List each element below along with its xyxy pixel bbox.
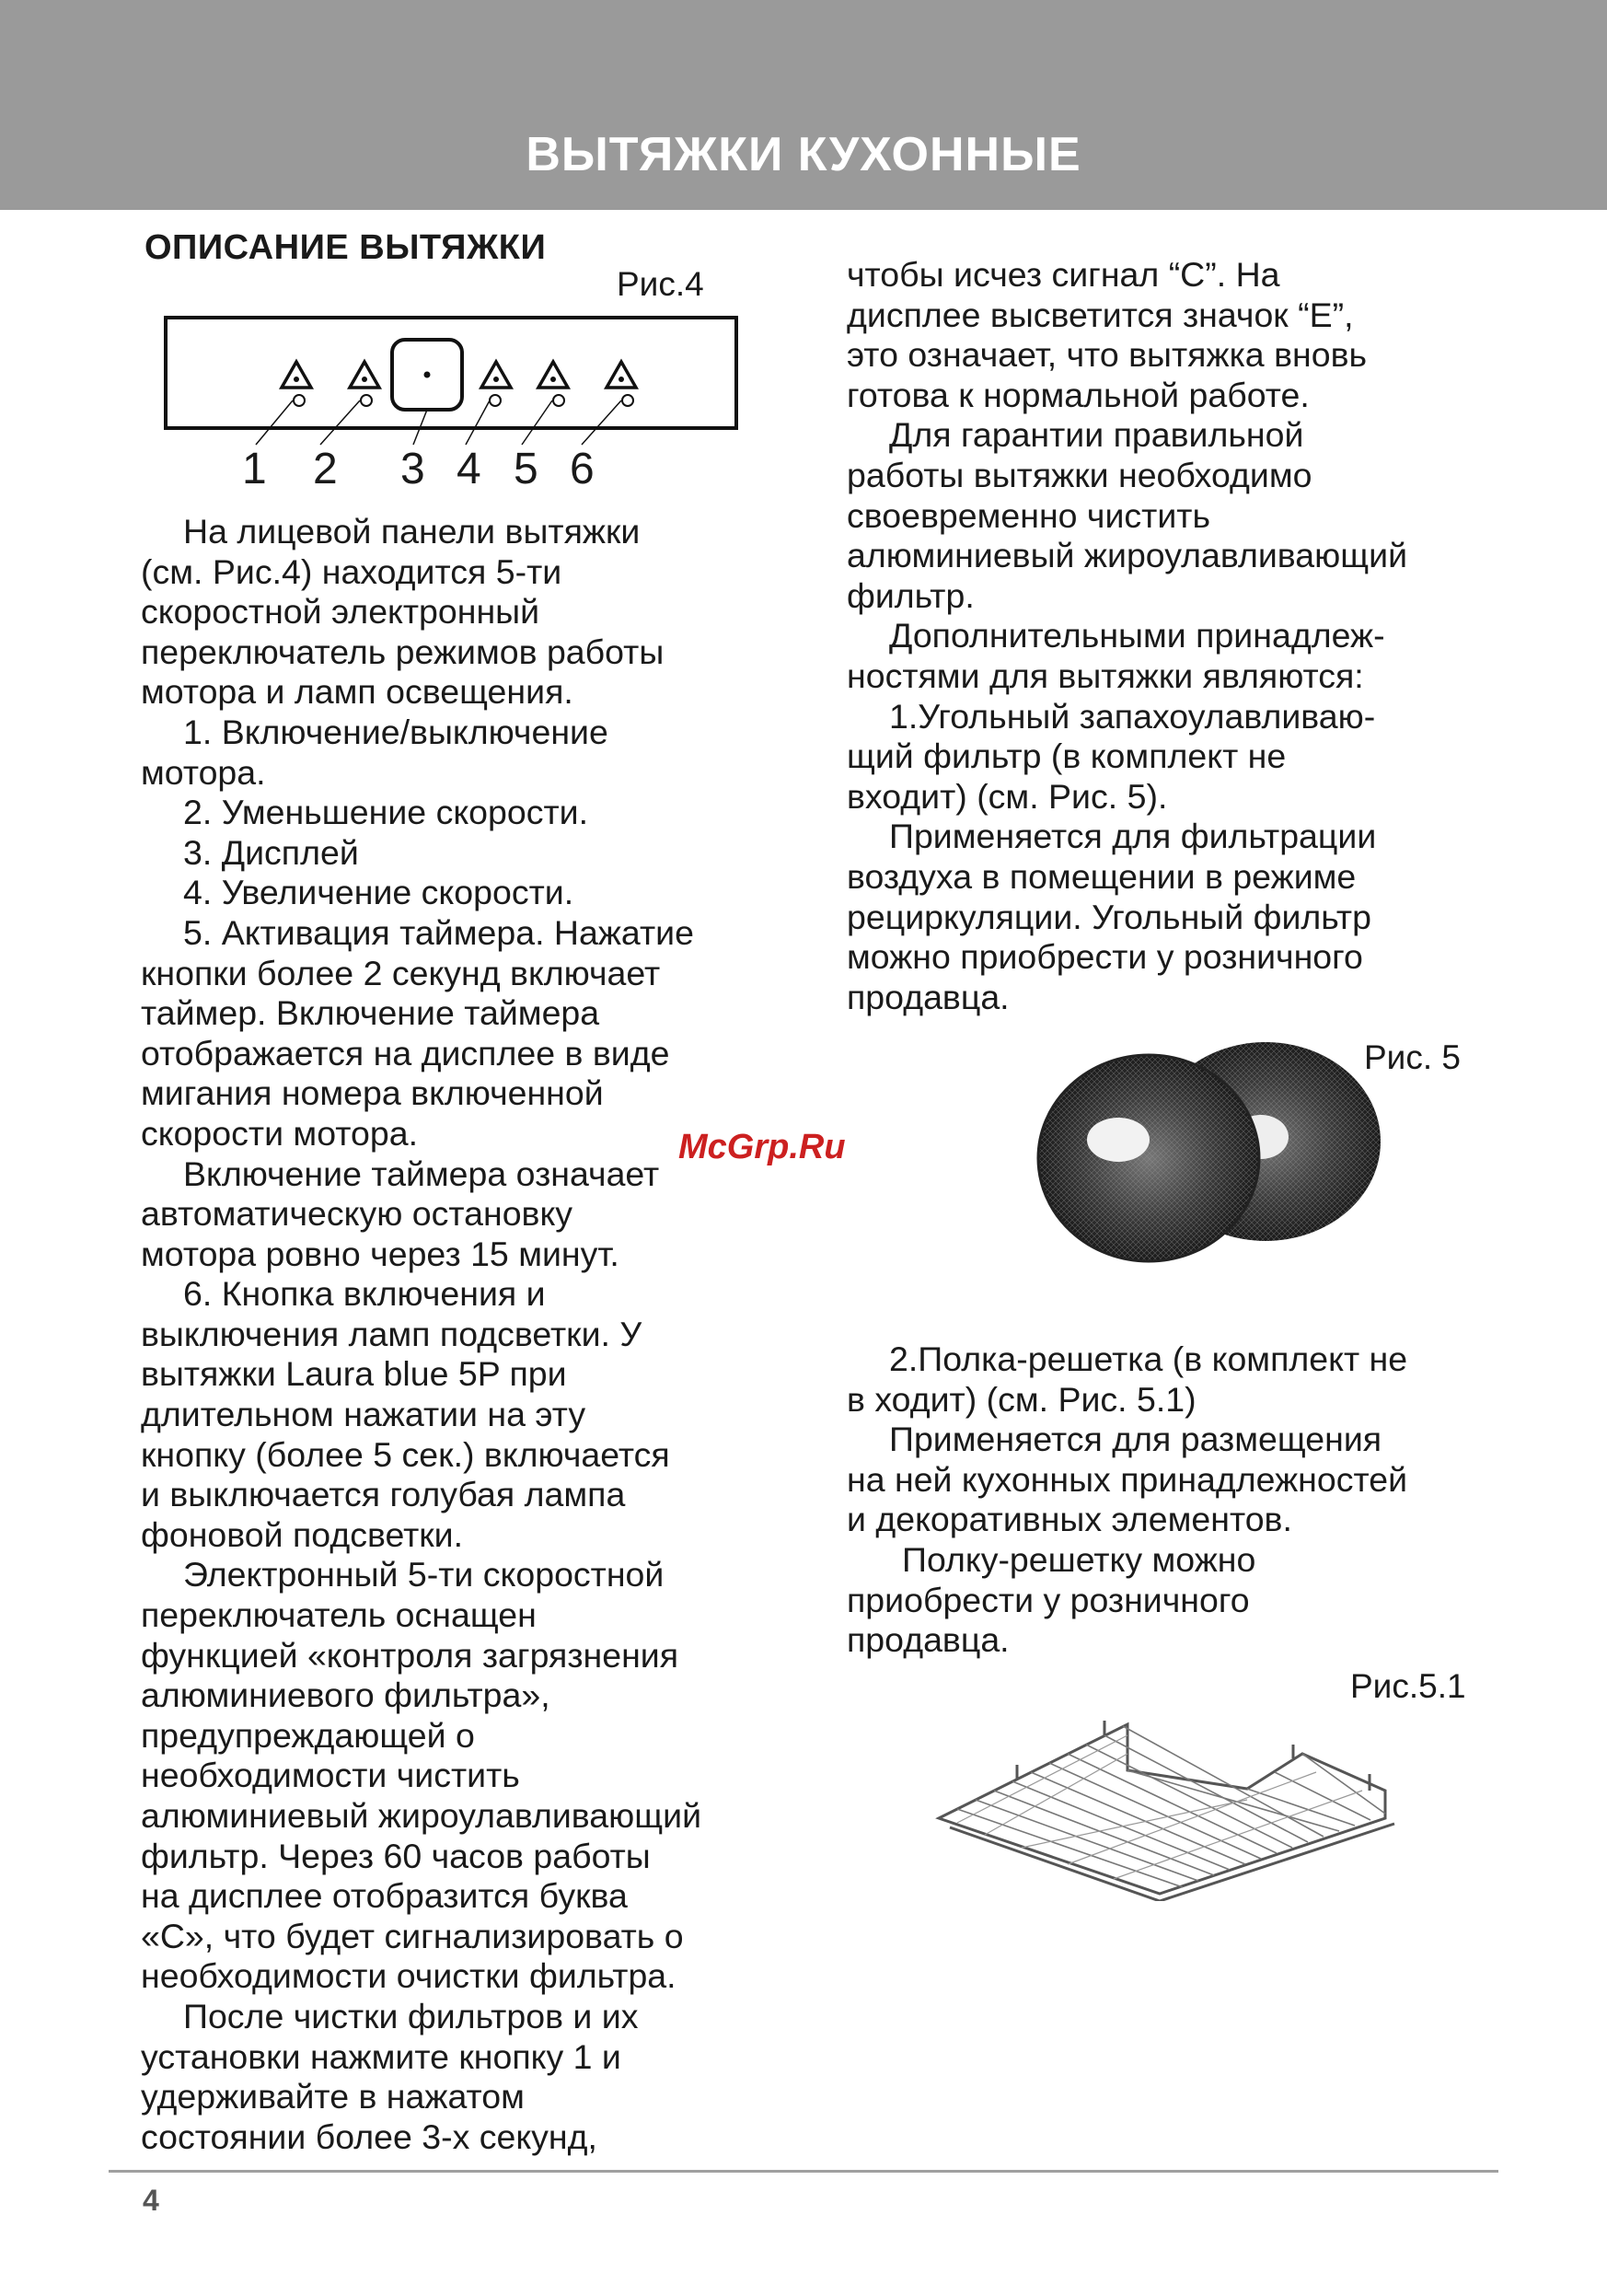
paragraph-line: приобрести у розничного [847,1580,1250,1619]
right-column-top-text [847,255,1407,1017]
paragraph-line: можно приобрести у розничного [847,937,1363,977]
paragraph-line: кнопки более 2 секунд включает [141,953,661,992]
page-header [0,0,1607,210]
panel-number-5: 5 [514,445,538,493]
paragraph-line: алюминиевого фильтра», [141,1676,550,1715]
paragraph-line: своевременно чистить [847,495,1210,535]
paragraph-line: воздуха в помещении в режиме [847,856,1357,896]
footer-divider [109,2170,1498,2173]
paragraph-line: выключения ламп подсветки. У [141,1314,642,1353]
fig51-label: Рис.5.1 [1350,1667,1466,1705]
paragraph-line: «С», что будет сигнализировать о [141,1916,684,1955]
watermark: McGrp.Ru [678,1128,846,1166]
paragraph-line: скоростной электронный [141,592,540,632]
left-column-text [141,512,701,2157]
panel-number-4: 4 [457,445,481,493]
paragraph-line: Для гарантии правильной [889,415,1304,455]
paragraph-line: мотора и ламп освещения. [141,672,573,712]
paragraph-line: и выключается голубая лампа [141,1475,626,1514]
charcoal-filter-image [1031,1040,1390,1270]
paragraph-line: алюминиевый жироулавливающий [141,1796,702,1835]
paragraph-line: это означает, что вытяжка вновь [847,335,1368,375]
paragraph-line: установки нажмите кнопку 1 и [141,2036,621,2076]
paragraph-line: удерживайте в нажатом [141,2077,525,2116]
paragraph-line: фоновой подсветки. [141,1514,464,1554]
paragraph-line: Электронный 5-ти скоростной [183,1555,665,1594]
paragraph-line: алюминиевый жироулавливающий [847,536,1408,575]
paragraph-line: вытяжки Laura blue 5P при [141,1354,567,1394]
paragraph-line: состоянии более 3-х секунд, [141,2116,597,2156]
fig4-label: Рис.4 [617,265,704,303]
paragraph-line: функцией «контроля загрязнения [141,1635,679,1675]
right-column-bottom-text [847,1339,1407,1661]
paragraph-line: дисплее высветится значок “Е”, [847,295,1354,334]
paragraph-line: необходимости очистки фильтра. [141,1956,676,1996]
list-item: 1. Включение/выключение [183,712,608,751]
paragraph-line: кнопку (более 5 сек.) включается [141,1434,670,1474]
paragraph-line: необходимости чистить [141,1756,520,1795]
paragraph-line: мигания номера включенной [141,1073,604,1113]
section-title: ОПИСАНИЕ ВЫТЯЖКИ [145,228,547,267]
paragraph-line: щий фильтр (в комплект не [847,736,1287,776]
paragraph-line: мотора. [141,752,266,792]
paragraph-line: отображается на дисплее в виде [141,1033,670,1073]
paragraph-line: чтобы исчез сигнал “С”. На [847,255,1280,294]
list-item: 1.Угольный запахоулавливаю- [889,696,1376,736]
paragraph-line: на ней кухонных принадлежностей [847,1459,1408,1499]
paragraph-line: предупреждающей о [141,1715,475,1755]
wire-shelf-image [930,1708,1408,1901]
paragraph-line: продавца. [847,977,1010,1016]
paragraph-line: На лицевой панели вытяжки [183,512,641,551]
header-title: ВЫТЯЖКИ КУХОННЫЕ [526,128,1081,181]
paragraph-line: таймер. Включение таймера [141,993,600,1033]
panel-number-6: 6 [570,445,595,493]
paragraph-line: Дополнительными принадлеж- [889,616,1385,655]
list-item: 3. Дисплей [183,832,359,872]
paragraph-line: продавца. [847,1620,1010,1660]
paragraph-line: переключатель оснащен [141,1595,537,1635]
paragraph-line: длительном нажатии на эту [141,1395,586,1434]
paragraph-line: Применяется для размещения [889,1420,1382,1459]
page-number: 4 [143,2184,159,2217]
paragraph-line: автоматическую остановку [141,1194,573,1234]
list-item: 6. Кнопка включения и [183,1274,546,1314]
paragraph-line: (см. Рис.4) находится 5-ти [141,551,562,591]
paragraph-line: на дисплее отобразится буква [141,1876,628,1916]
paragraph-line: Применяется для фильтрации [889,817,1377,856]
paragraph-line: работы вытяжки необходимо [847,455,1312,494]
paragraph-line: ностями для вытяжки являются: [847,655,1364,695]
panel-number-3: 3 [400,445,425,493]
list-item: 4. Увеличение скорости. [183,873,574,912]
paragraph-line: Полку-решетку можно [902,1539,1256,1579]
list-item: 5. Активация таймера. Нажатие [183,912,694,952]
paragraph-line: и декоративных элементов. [847,1500,1292,1539]
panel-number-1: 1 [242,445,267,493]
list-item: 2. Уменьшение скорости. [183,793,589,832]
paragraph-line: фильтр. Через 60 часов работы [141,1836,651,1875]
paragraph-line: рециркуляции. Угольный фильтр [847,897,1371,936]
paragraph-line: После чистки фильтров и их [183,1996,639,2035]
paragraph-line: мотора ровно через 15 минут. [141,1234,619,1273]
panel-number-2: 2 [313,445,338,493]
paragraph-line: входит) (см. Рис. 5). [847,776,1168,816]
paragraph-line: Включение таймера означает [183,1154,660,1193]
list-item: 2.Полка-решетка (в комплект не [889,1339,1408,1378]
paragraph-line: скорости мотора. [141,1113,418,1153]
paragraph-line: переключатель режимов работы [141,632,665,671]
paragraph-line: в ходит) (см. Рис. 5.1) [847,1379,1197,1419]
paragraph-line: готова к нормальной работе. [847,375,1310,414]
fig5-label: Рис. 5 [1364,1038,1461,1076]
paragraph-line: фильтр. [847,575,975,615]
